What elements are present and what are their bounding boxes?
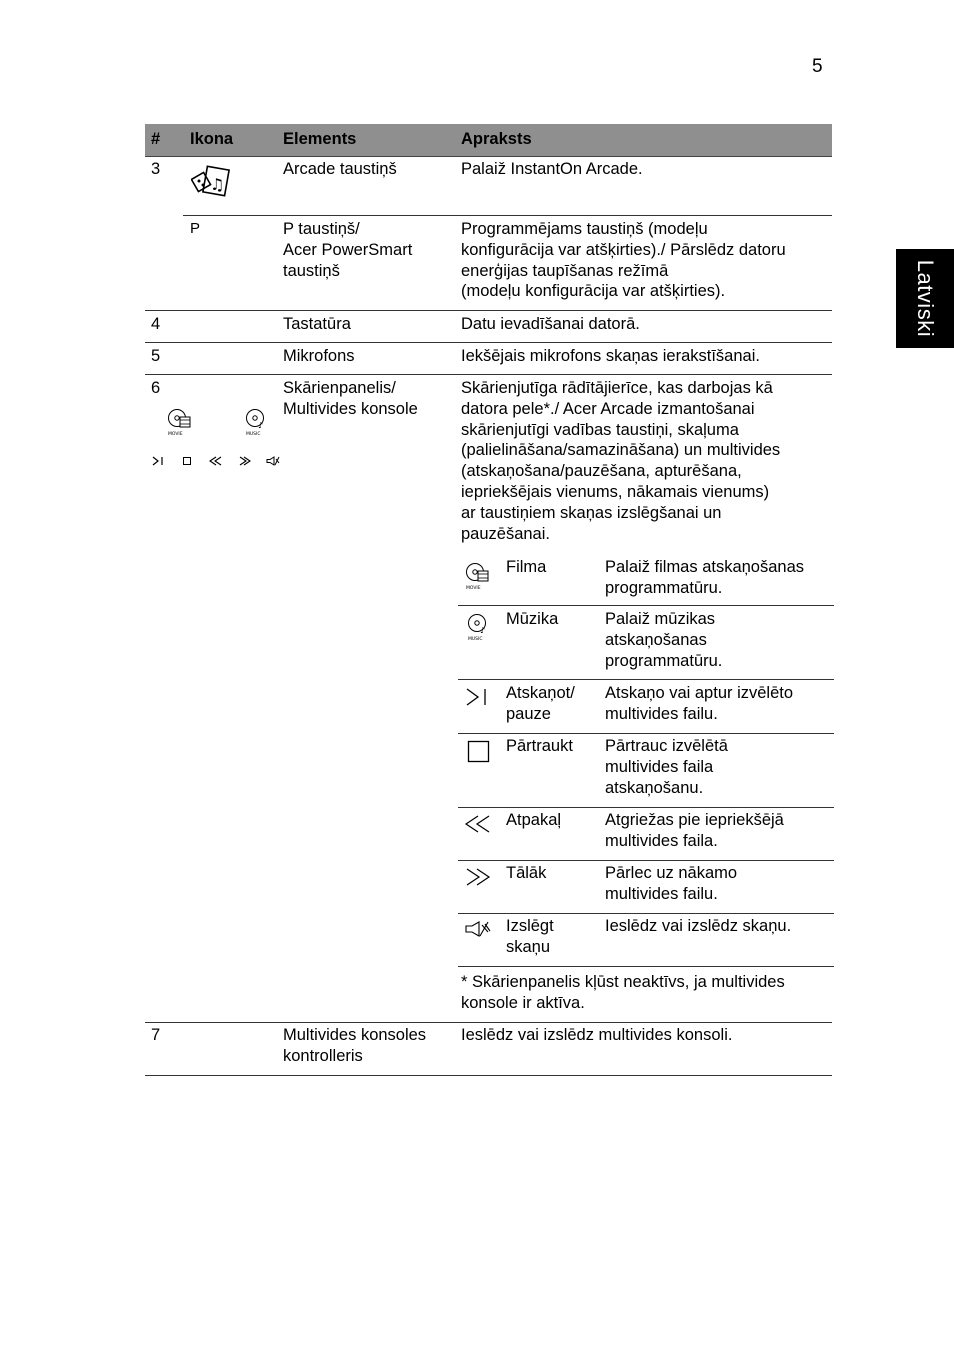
next-icon [464,867,492,887]
sub-row-label: Atskaņot/ pauze [506,684,575,723]
row-description: Datu ievadīšanai datorā. [461,315,640,333]
sub-row-text: Atskaņo vai aptur izvēlēto multivides failu. [605,684,794,723]
row-element: Mikrofons [283,347,355,365]
next-icon [238,456,252,466]
row-divider [145,342,832,343]
sub-row-divider [458,605,834,606]
header-element: Elements [283,130,357,148]
previous-icon [464,814,492,834]
row-element: Tastatūra [283,315,351,333]
row-divider [145,310,832,311]
table-bottom-border [145,1075,832,1076]
play-pause-icon [152,456,166,466]
movie-icon-label: MOVIE [168,432,183,436]
row-divider [183,215,832,216]
row-num: 4 [151,315,161,333]
language-tab-label: Latviski [913,259,939,338]
table-header [145,124,832,157]
sub-row-text: Atgriežas pie iepriekšējā multivides faila. [605,811,784,850]
row-num: 7 [151,1026,161,1044]
row-element: Skārienpanelis/ Multivides konsole [283,379,418,418]
row-description: Programmējams taustiņš (modeļu konfigurācija var atšķirties)./ Pārslēdz datoru enerģijas taupīšanas režīmā (modeļu konfigurācija var atšķirties). [461,220,786,301]
language-tab [896,249,954,348]
row-num: 3 [151,160,161,178]
footnote: * Skārienpanelis kļūst neaktīvs, ja multivides konsole ir aktīva. [461,973,785,1012]
sub-row-label: Atpakaļ [506,811,562,829]
sub-row-label: Filma [506,558,547,576]
row-num: 6 [151,379,161,397]
row-element: Multivides konsoles kontrolleris [283,1026,427,1065]
page-number: 5 [812,56,823,77]
row-description: Iekšējais mikrofons skaņas ierakstīšanai. [461,347,760,365]
sub-row-text: Pārtrauc izvēlētā multivides faila atskaņošanu. [605,737,728,797]
row-divider [145,374,832,375]
movie-icon [167,408,193,436]
header-num: # [151,130,161,148]
svg-text:♪: ♪ [480,626,486,635]
stop-icon [467,740,491,764]
p-key-icon: P [190,220,201,237]
sub-row-text: Palaiž mūzikas atskaņošanas programmatūru. [605,610,723,670]
sub-row-text: Ieslēdz vai izslēdz skaņu. [605,917,792,935]
mute-icon [464,919,492,939]
sub-row-label: Izslēgt skaņu [506,917,554,956]
music-icon-label: MUSIC [246,432,261,436]
sub-row-divider [458,679,834,680]
row-description: Palaiž InstantOn Arcade. [461,160,643,178]
sub-row-divider [458,733,834,734]
sub-row-divider [458,913,834,914]
sub-row-divider [458,860,834,861]
svg-text:♪: ♪ [258,421,264,430]
row-description: Skārienjutīga rādītājierīce, kas darbojas kā datora pele*./ Acer Arcade izmantošanai skārienjutīgi vadības taustiņi, skaļuma (palielināšana/samazināšana) un multivides (atskaņošana/pauzēšana, apturēšana, iepriekšējais vienums, nākamais vienums) ar taustiņiem skaņas izslēgšanai un pauzēšanai. [461,379,781,543]
row-element: P taustiņš/ Acer PowerSmart taustiņš [283,220,413,280]
sub-row-label: Mūzika [506,610,559,628]
sub-row-label: Pārtraukt [506,737,573,755]
movie-icon-label: MOVIE [466,586,481,590]
arcade-key-icon [191,164,233,202]
music-icon-label: MUSIC [468,637,483,641]
stop-icon [182,456,192,466]
header-icon: Ikona [190,130,234,148]
svg-text:♫: ♫ [210,175,225,194]
play-pause-icon [465,686,491,708]
mute-icon [266,456,280,466]
previous-icon [209,456,223,466]
music-icon [243,408,269,436]
row-description: Ieslēdz vai izslēdz multivides konsoli. [461,1026,733,1044]
sub-row-divider [458,966,834,967]
sub-row-text: Pārlec uz nākamo multivides failu. [605,864,738,903]
row-num: 5 [151,347,161,365]
sub-row-text: Palaiž filmas atskaņošanas programmatūru. [605,558,805,597]
music-icon [465,613,491,641]
sub-row-label: Tālāk [506,864,547,882]
row-divider [145,1022,832,1023]
sub-row-divider [458,807,834,808]
movie-icon [465,562,491,590]
header-description: Apraksts [461,130,532,148]
row-element: Arcade taustiņš [283,160,397,178]
